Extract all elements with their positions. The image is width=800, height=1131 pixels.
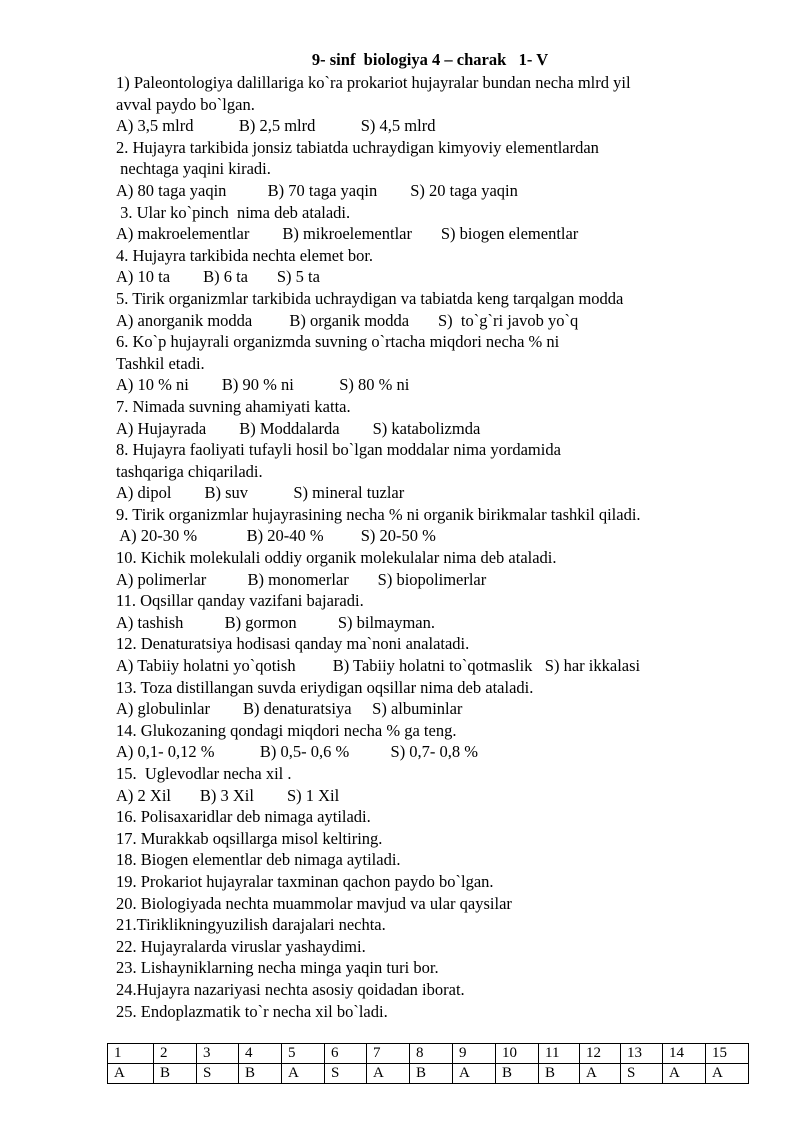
worksheet-line: 20. Biologiyada nechta muammolar mavjud va ular qaysilar (116, 893, 512, 913)
answer-key-answer: A (453, 1064, 496, 1084)
answer-key-answer: A (706, 1064, 749, 1084)
answer-key-number: 9 (453, 1044, 496, 1064)
answer-key-number-row (108, 1044, 749, 1064)
worksheet-line: A) 3,5 mlrd B) 2,5 mlrd S) 4,5 mlrd (116, 116, 436, 136)
worksheet-line: 3. Ular ko`pinch nima deb ataladi. (116, 202, 351, 222)
worksheet-line: 5. Tirik organizmlar tarkibida uchraydigan va tabiatda keng tarqalgan modda (116, 288, 624, 308)
answer-key-answer: A (580, 1064, 621, 1084)
worksheet-line: avval paydo bo`lgan. (116, 94, 255, 114)
answer-key-number: 10 (496, 1044, 539, 1064)
worksheet-line: 7. Nimada suvning ahamiyati katta. (116, 396, 351, 416)
worksheet-line: 1) Paleontologiya dalillariga ko`ra prokariot hujayralar bundan necha mlrd yil (116, 73, 631, 92)
answer-key-number: 15 (706, 1044, 749, 1064)
answer-key-answer: A (367, 1064, 410, 1084)
answer-key-number: 12 (580, 1044, 621, 1064)
worksheet-line: A) 2 Xil B) 3 Xil S) 1 Xil (116, 785, 340, 805)
worksheet-line: 4. Hujayra tarkibida nechta elemet bor. (116, 245, 374, 265)
worksheet-line: 14. Glukozaning qondagi miqdori necha % ga teng. (116, 720, 457, 740)
worksheet-line: A) globulinlar B) denaturatsiya S) albuminlar (116, 699, 463, 719)
worksheet-line: 15. Uglevodlar necha xil . (116, 764, 292, 783)
worksheet-line: 10. Kichik molekulali oddiy organik molekulalar nima deb ataladi. (116, 548, 557, 568)
answer-key-number: 11 (539, 1044, 580, 1064)
answer-key-number: 14 (663, 1044, 706, 1064)
answer-key-number: 2 (154, 1044, 197, 1064)
worksheet-line: 11. Oqsillar qanday vazifani bajaradi. (116, 591, 364, 611)
answer-key-answer: S (325, 1064, 367, 1084)
worksheet-line: A) 20-30 % B) 20-40 % S) 20-50 % (116, 526, 436, 546)
answer-key-number: 1 (108, 1044, 154, 1064)
worksheet-line: 12. Denaturatsiya hodisasi qanday ma`noni analatadi. (116, 634, 470, 654)
answer-key-number: 5 (282, 1044, 325, 1064)
worksheet-line: 9. Tirik organizmlar hujayrasining necha % ni organik birikmalar tashkil qiladi. (116, 504, 641, 524)
worksheet-line: 6. Ko`p hujayrali organizmda suvning o`rtacha miqdori necha % ni (116, 332, 560, 352)
worksheet-title: 9- sinf biologiya 4 – charak 1- V (311, 50, 549, 69)
worksheet-line: A) tashish B) gormon S) bilmayman. (116, 612, 435, 632)
worksheet-line: tashqariga chiqariladi. (116, 461, 263, 481)
answer-key-answer: B (496, 1064, 539, 1084)
answer-key-answer: A (282, 1064, 325, 1084)
worksheet-line: 13. Toza distillangan suvda eriydigan oqsillar nima deb ataladi. (116, 677, 534, 697)
worksheet-line: A) 0,1- 0,12 % B) 0,5- 0,6 % S) 0,7- 0,8 % (116, 742, 479, 762)
worksheet-line: 17. Murakkab oqsillarga misol keltiring. (116, 828, 383, 848)
worksheet-line: Tashkil etadi. (116, 353, 205, 373)
answer-key-answer: B (410, 1064, 453, 1084)
answer-key-answer: B (239, 1064, 282, 1084)
answer-key-number: 8 (410, 1044, 453, 1064)
worksheet-line: 16. Polisaxaridlar deb nimaga aytiladi. (116, 807, 371, 827)
worksheet-line: A) 10 % ni B) 90 % ni S) 80 % ni (116, 375, 410, 395)
answer-key-answer: A (663, 1064, 706, 1084)
question-list (116, 72, 796, 1022)
worksheet-line: 25. Endoplazmatik to`r necha xil bo`ladi. (116, 1001, 388, 1021)
worksheet-line: 22. Hujayralarda viruslar yashaydimi. (116, 936, 366, 956)
worksheet-line: A) anorganik modda B) organik modda S) to`g`ri javob yo`q (116, 310, 579, 330)
answer-key-number: 3 (197, 1044, 239, 1064)
answer-key-answer: A (108, 1064, 154, 1084)
worksheet-line: 24.Hujayra nazariyasi nechta asosiy qoidadan iborat. (116, 979, 465, 999)
answer-key-answer: B (539, 1064, 580, 1084)
answer-key-number: 7 (367, 1044, 410, 1064)
worksheet-line: 8. Hujayra faoliyati tufayli hosil bo`lgan moddalar nima yordamida (116, 440, 561, 460)
worksheet-line: A) 10 ta B) 6 ta S) 5 ta (116, 267, 320, 287)
worksheet-line: 23. Lishayniklarning necha minga yaqin turi bor. (116, 958, 439, 978)
worksheet-line: 19. Prokariot hujayralar taxminan qachon paydo bo`lgan. (116, 871, 494, 891)
answer-key-answer: S (197, 1064, 239, 1084)
worksheet-line: 2. Hujayra tarkibida jonsiz tabiatda uchraydigan kimyoviy elementlardan (116, 137, 599, 157)
worksheet-line: A) makroelementlar B) mikroelementlar S) biogen elementlar (116, 224, 579, 244)
worksheet-line: A) 80 taga yaqin B) 70 taga yaqin S) 20 taga yaqin (116, 180, 518, 200)
answer-key-answer-row (108, 1064, 749, 1084)
worksheet-line: 21.Tiriklikningyuzilish darajalari nechta. (116, 915, 386, 935)
answer-key-answer: S (621, 1064, 663, 1084)
worksheet-line: 18. Biogen elementlar deb nimaga aytiladi. (116, 850, 401, 870)
worksheet-line: A) Tabiiy holatni yo`qotish B) Tabiiy holatni to`qotmaslik S) har ikkalasi (116, 656, 641, 676)
answer-key-number: 4 (239, 1044, 282, 1064)
answer-key-table (107, 1043, 749, 1084)
answer-key-number: 13 (621, 1044, 663, 1064)
answer-key-answer: B (154, 1064, 197, 1084)
worksheet-line: A) polimerlar B) monomerlar S) biopolimerlar (116, 569, 487, 589)
worksheet-line: nechtaga yaqini kiradi. (116, 159, 271, 179)
worksheet-line: A) Hujayrada B) Moddalarda S) katabolizmda (116, 418, 481, 438)
answer-key-number: 6 (325, 1044, 367, 1064)
worksheet-line: A) dipol B) suv S) mineral tuzlar (116, 483, 405, 503)
